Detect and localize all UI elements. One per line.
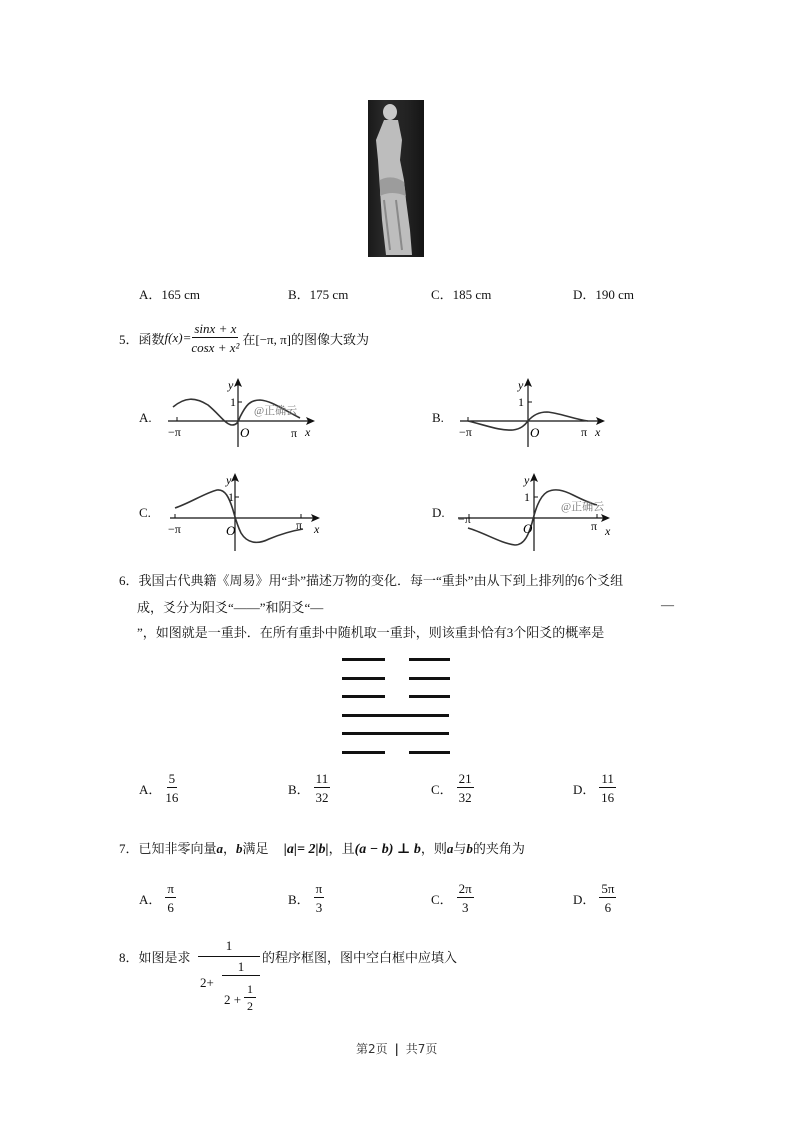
separator: | xyxy=(394,1042,399,1056)
option-label: A． xyxy=(139,781,162,797)
q6-option-b[interactable] xyxy=(288,772,330,804)
q6-line-2: 成，爻分为阳爻“——”和阴爻“— xyxy=(137,600,324,615)
tick-label: π xyxy=(291,426,298,440)
q6-option-d[interactable] xyxy=(573,772,616,804)
yin-line-segment xyxy=(409,751,450,754)
tick-label: π xyxy=(581,425,588,439)
q5-prefix: 函数 xyxy=(138,331,165,347)
q5-interval: 在[−π, π] xyxy=(242,331,292,347)
yin-line-segment xyxy=(342,695,385,698)
denominator: 6 xyxy=(604,900,612,915)
option-value: 165 cm xyxy=(161,287,201,302)
denominator: 6 xyxy=(167,900,174,915)
x-label: x xyxy=(305,425,311,439)
q4-option-b[interactable] xyxy=(288,284,348,303)
page-footer xyxy=(356,1040,437,1057)
option-label: A． xyxy=(139,891,162,907)
q5-option-d-label[interactable]: D. xyxy=(432,505,445,520)
vector-a: a xyxy=(216,841,224,856)
q7-cond: 满足 xyxy=(242,841,269,856)
y-label: y xyxy=(226,473,232,487)
vector-b: b xyxy=(466,841,473,856)
denominator: 3 xyxy=(461,900,469,915)
option-label: C． xyxy=(431,287,453,302)
q8-den-b: 2 + xyxy=(224,992,242,1007)
yin-line-segment xyxy=(409,695,450,698)
yin-line-segment xyxy=(342,751,385,754)
hexagram-figure xyxy=(342,652,450,758)
denominator: cosx + x² xyxy=(191,340,240,355)
q8-suffix: 的程序框图，图中空白框中应填入 xyxy=(262,950,458,965)
q6-line-1: 6．我国古代典籍《周易》用“卦”描述万物的变化．每一“重卦”由从下到上排列的6个爻组 xyxy=(119,573,624,588)
q5-graph-d[interactable] xyxy=(455,465,620,555)
tick-label: 1 xyxy=(518,395,524,409)
origin-label: O xyxy=(523,521,533,536)
x-label: x xyxy=(314,522,320,536)
option-label: D． xyxy=(573,287,596,302)
vector-b: b xyxy=(236,841,243,856)
yin-line-segment xyxy=(342,658,385,661)
option-label: A． xyxy=(139,287,162,302)
tick-label: −π xyxy=(459,425,472,439)
numerator: π xyxy=(167,881,174,896)
q5-suffix: 的图像大致为 xyxy=(291,331,370,347)
q8-den-c-den: 2 xyxy=(247,999,253,1013)
tick-label: π xyxy=(591,519,598,533)
q7-tail: 的夹角为 xyxy=(472,841,525,856)
origin-label: O xyxy=(226,523,236,538)
option-label: D． xyxy=(573,781,596,797)
option-label: D． xyxy=(573,891,596,907)
q6-option-a[interactable] xyxy=(139,772,178,804)
tick-label: 1 xyxy=(524,490,530,504)
page-number: 第2页 xyxy=(356,1042,388,1056)
q8-den-c-num: 1 xyxy=(247,982,253,996)
yin-line-segment xyxy=(409,658,450,661)
numerator: π xyxy=(315,881,323,896)
option-label: B． xyxy=(288,891,310,907)
tick-label: π xyxy=(296,518,303,532)
q7-stem xyxy=(119,838,525,858)
y-label: y xyxy=(518,378,524,392)
numerator: 2π xyxy=(458,881,472,896)
origin-label: O xyxy=(240,425,250,440)
option-label: B． xyxy=(288,781,310,797)
q5-graph-b[interactable] xyxy=(455,375,615,450)
q7-and: 与 xyxy=(453,841,467,856)
yang-line xyxy=(342,732,449,735)
q7-expr1: |a|= 2|b| xyxy=(283,842,329,857)
q7-option-b[interactable] xyxy=(288,882,324,914)
denominator: 32 xyxy=(315,790,329,805)
option-value: 185 cm xyxy=(452,287,492,302)
option-label: C． xyxy=(431,781,453,797)
option-label: C． xyxy=(431,891,453,907)
numerator: 21 xyxy=(458,771,472,786)
q5-option-c-label[interactable]: C. xyxy=(139,505,151,520)
q8-main-fraction-bar xyxy=(198,956,260,957)
curve xyxy=(175,490,303,542)
origin-label: O xyxy=(530,425,540,440)
q6-option-c[interactable] xyxy=(431,772,474,804)
option-value: 190 cm xyxy=(595,287,635,302)
y-label: y xyxy=(524,473,530,487)
y-label: y xyxy=(228,378,234,392)
q5-fraction xyxy=(191,322,239,354)
option-label: B． xyxy=(288,287,310,302)
watermark: @正确云 xyxy=(254,405,298,417)
numerator: 11 xyxy=(315,771,329,786)
x-label: x xyxy=(595,425,601,439)
punct: ， xyxy=(223,841,237,856)
q8-prefix: 8．如图是求 xyxy=(119,950,191,965)
tick-label: −π xyxy=(168,425,181,439)
q7-option-c[interactable] xyxy=(431,882,474,914)
yang-line xyxy=(342,714,449,717)
denominator: 16 xyxy=(601,790,615,805)
yin-line-segment xyxy=(342,677,385,680)
numerator: 5 xyxy=(168,771,176,786)
q6-line-2-tail: — xyxy=(661,597,674,612)
q4-option-c[interactable] xyxy=(431,284,491,303)
q7-expr2: (a − b) ⊥ b xyxy=(354,842,421,857)
numerator: sinx + x xyxy=(194,321,237,336)
option-value: 175 cm xyxy=(309,287,349,302)
watermark: @正确云 xyxy=(561,501,605,513)
q5-func: f(x)= xyxy=(164,330,192,345)
x-label: x xyxy=(605,524,611,538)
q4-option-a[interactable] xyxy=(139,284,200,303)
denominator: 32 xyxy=(458,790,472,805)
q5-graph-a[interactable] xyxy=(160,375,320,450)
denominator: 16 xyxy=(165,790,179,805)
q5-stem xyxy=(119,322,369,354)
q5-option-a-label[interactable]: A. xyxy=(139,410,152,425)
q7-mid: ，且 xyxy=(328,841,355,856)
page-total: 共7页 xyxy=(405,1042,438,1056)
tick-label: −π xyxy=(168,522,181,536)
q8-den-a: 2+ xyxy=(200,975,214,990)
q5-graph-c[interactable] xyxy=(165,465,325,555)
denominator: 3 xyxy=(315,900,323,915)
q4-option-d[interactable] xyxy=(573,284,634,303)
q8-numerator: 1 xyxy=(225,938,233,953)
q8-den-num: 1 xyxy=(237,959,245,974)
question-number: 5． xyxy=(119,331,139,347)
q7-tail-pre: ，则 xyxy=(420,841,447,856)
numerator: 5π xyxy=(601,881,615,896)
q8-inner-fraction-bar xyxy=(222,975,260,976)
tick-label: 1 xyxy=(228,490,234,504)
q5-option-b-label[interactable]: B. xyxy=(432,410,444,425)
tick-label: −π xyxy=(458,512,471,526)
q7-option-d[interactable] xyxy=(573,882,616,914)
q8-innermost-fraction-bar xyxy=(244,997,256,998)
vector-a: a xyxy=(446,841,454,856)
q7-prefix: 7．已知非零向量 xyxy=(119,841,217,856)
numerator: 11 xyxy=(601,771,614,786)
venus-statue-image xyxy=(368,100,424,257)
q7-option-a[interactable] xyxy=(139,882,176,914)
q6-line-3: ”，如图就是一重卦．在所有重卦中随机取一重卦，则该重卦恰有3个阳爻的概率是 xyxy=(137,625,605,640)
tick-label: 1 xyxy=(230,395,236,409)
yin-line-segment xyxy=(409,677,450,680)
